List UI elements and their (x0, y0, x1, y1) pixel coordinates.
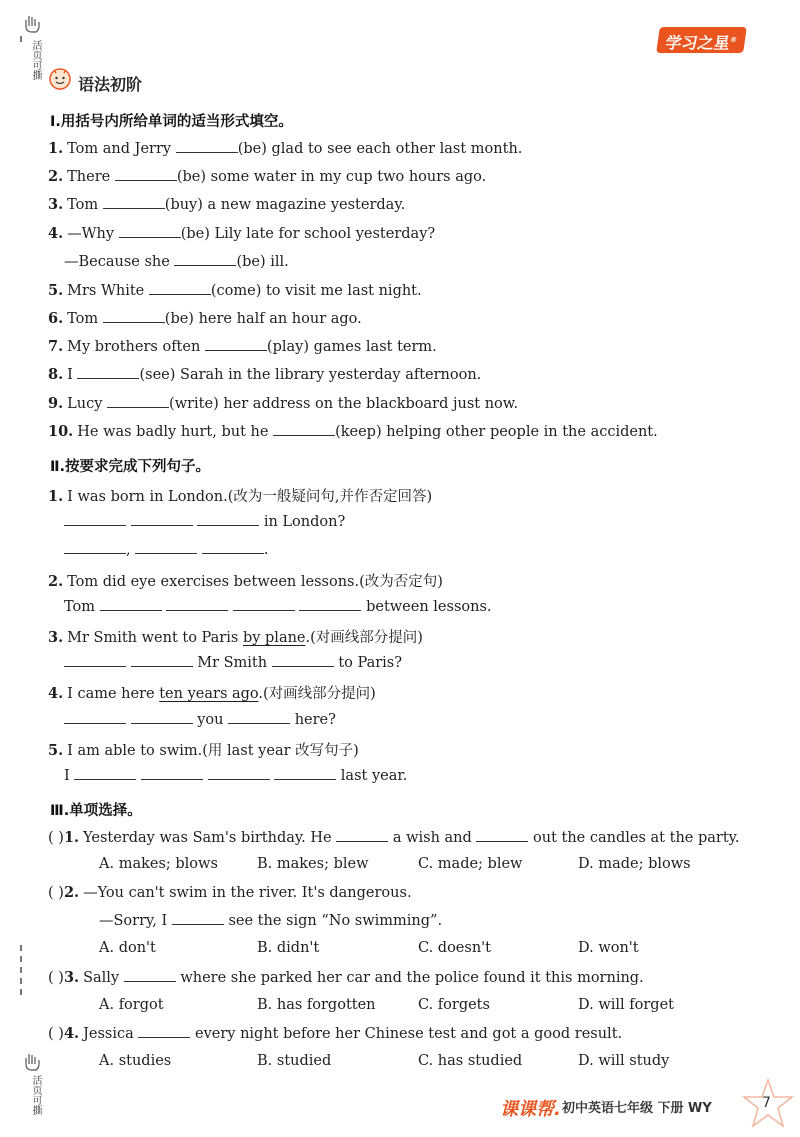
p3-q3-option-a[interactable]: A. forgot (99, 997, 164, 1013)
p2-q1-answer-1: in London? (64, 513, 345, 530)
p3-q2: ( )2. —You can't swim in the river. It's dangerous. (48, 884, 412, 901)
p3-q1-option-d[interactable]: D. made; blows (578, 856, 691, 872)
p3-q1-option-a[interactable]: A. makes; blows (99, 856, 218, 872)
answer-blank[interactable] (64, 654, 126, 667)
answer-blank[interactable] (77, 366, 139, 379)
p3-q2-option-c[interactable]: C. doesn't (418, 940, 491, 956)
answer-blank[interactable] (176, 140, 238, 153)
p1-item-9: 9. Lucy (write) her address on the blackboard just now. (48, 395, 519, 412)
p3-q1-option-b[interactable]: B. makes; blew (257, 856, 369, 872)
p3-q1-option-c[interactable]: C. made; blew (418, 856, 523, 872)
answer-blank[interactable] (476, 829, 528, 842)
p2-q5: 5. I am able to swim.(用 last year 改写句子) (48, 742, 359, 759)
answer-blank[interactable] (64, 513, 126, 526)
page-number: 7 (762, 1095, 771, 1111)
answer-blank[interactable] (208, 767, 270, 780)
p3-q4: ( )4. Jessica every night before her Chinese test and got a good result. (48, 1025, 623, 1042)
part2-heading: Ⅱ.按要求完成下列句子。 (50, 459, 211, 475)
p3-q2-option-b[interactable]: B. didn't (257, 940, 320, 956)
p1-item-7: 7. My brothers often (play) games last term. (48, 338, 437, 355)
answer-blank[interactable] (202, 541, 264, 554)
margin-tear-strip (0, 0, 40, 1137)
answer-paren[interactable]: ( ) (48, 830, 64, 846)
p1-item-4: 4. —Why (be) Lily late for school yesterday? (48, 225, 436, 242)
brand-logo: 学习之星® (656, 27, 747, 53)
p3-q3-option-d[interactable]: D. will forget (578, 997, 674, 1013)
answer-blank[interactable] (336, 829, 388, 842)
answer-blank[interactable] (131, 513, 193, 526)
p3-q2-option-d[interactable]: D. won't (578, 940, 639, 956)
answer-paren[interactable]: ( ) (48, 885, 64, 901)
answer-blank[interactable] (166, 598, 228, 611)
part3-heading: Ⅲ.单项选择。 (50, 803, 142, 819)
p1-item-2: 2. There (be) some water in my cup two hours ago. (48, 168, 487, 185)
p1-item-5: 5. Mrs White (come) to visit me last night. (48, 282, 422, 299)
p1-item-8: 8. I (see) Sarah in the library yesterday afternoon. (48, 366, 482, 383)
section-title: 语法初阶 (78, 75, 143, 94)
p3-q1: ( )1. Yesterday was Sam's birthday. He a wish and out the candles at the party. (48, 829, 740, 846)
tear-label-bottom: 活页可撕 (30, 1075, 41, 1115)
p2-q4: 4. I came here ten years ago.(对画线部分提问) (48, 685, 376, 702)
answer-blank[interactable] (119, 225, 181, 238)
p1-item-4b: —Because she (be) ill. (64, 254, 289, 270)
p2-q1-answer-2: , . (64, 541, 268, 558)
answer-blank[interactable] (205, 338, 267, 351)
p1-item-10: 10. He was badly hurt, but he (keep) helping other people in the accident. (48, 423, 658, 440)
answer-blank[interactable] (274, 767, 336, 780)
answer-blank[interactable] (131, 711, 193, 724)
p2-q3-answer: Mr Smith to Paris? (64, 654, 402, 671)
answer-paren[interactable]: ( ) (48, 1026, 64, 1042)
answer-blank[interactable] (131, 654, 193, 667)
p2-q2: 2. Tom did eye exercises between lessons.(改为否定句) (48, 573, 443, 590)
p1-item-3: 3. Tom (buy) a new magazine yesterday. (48, 196, 406, 213)
hand-tear-icon (22, 1050, 44, 1072)
answer-blank[interactable] (64, 541, 126, 554)
tear-line-mid (20, 945, 22, 995)
footer-book-title: 初中英语七年级 下册 WY (562, 1101, 712, 1116)
p2-q3: 3. Mr Smith went to Paris by plane.(对画线部分提问) (48, 629, 423, 646)
answer-paren[interactable]: ( ) (48, 970, 64, 986)
answer-blank[interactable] (124, 969, 176, 982)
p3-q4-option-b[interactable]: B. studied (257, 1053, 332, 1069)
p1-item-1: 1. Tom and Jerry (be) glad to see each other last month. (48, 140, 523, 157)
answer-blank[interactable] (197, 513, 259, 526)
answer-blank[interactable] (138, 1025, 190, 1038)
p3-q2-option-a[interactable]: A. don't (99, 940, 156, 956)
answer-blank[interactable] (299, 598, 361, 611)
answer-blank[interactable] (100, 598, 162, 611)
p3-q3-option-b[interactable]: B. has forgotten (257, 997, 376, 1013)
answer-blank[interactable] (228, 711, 290, 724)
answer-blank[interactable] (74, 767, 136, 780)
p2-q4-answer: you here? (64, 711, 336, 728)
tear-label-top: 活页可撕 (30, 40, 41, 80)
answer-blank[interactable] (272, 654, 334, 667)
p2-q5-answer: I last year. (64, 768, 408, 784)
p1-item-6: 6. Tom (be) here half an hour ago. (48, 310, 362, 327)
answer-blank[interactable] (103, 310, 165, 323)
answer-blank[interactable] (233, 598, 295, 611)
answer-blank[interactable] (107, 395, 169, 408)
answer-blank[interactable] (135, 541, 197, 554)
p3-q3: ( )3. Sally where she parked her car and the police found it this morning. (48, 969, 644, 986)
p2-q1: 1. I was born in London.(改为一般疑问句,并作否定回答) (48, 488, 433, 505)
p2-q2-answer: Tom between lessons. (64, 599, 492, 615)
answer-blank[interactable] (149, 282, 211, 295)
p3-q4-option-c[interactable]: C. has studied (418, 1053, 523, 1069)
hand-tear-icon (22, 12, 44, 34)
answer-blank[interactable] (172, 912, 224, 925)
p3-q4-option-a[interactable]: A. studies (99, 1053, 172, 1069)
answer-blank[interactable] (273, 423, 335, 436)
smiley-icon (48, 66, 72, 90)
answer-blank[interactable] (141, 767, 203, 780)
answer-blank[interactable] (174, 253, 236, 266)
part1-heading: Ⅰ.用括号内所给单词的适当形式填空。 (50, 114, 293, 130)
tear-line-top (20, 36, 22, 42)
answer-blank[interactable] (64, 711, 126, 724)
p3-q2-line-2: —Sorry, I see the sign “No swimming”. (99, 913, 443, 929)
answer-blank[interactable] (115, 168, 177, 181)
p3-q4-option-d[interactable]: D. will study (578, 1053, 670, 1069)
answer-blank[interactable] (103, 196, 165, 209)
p3-q3-option-c[interactable]: C. forgets (418, 997, 490, 1013)
footer-brand: 课课帮. (500, 1099, 561, 1120)
